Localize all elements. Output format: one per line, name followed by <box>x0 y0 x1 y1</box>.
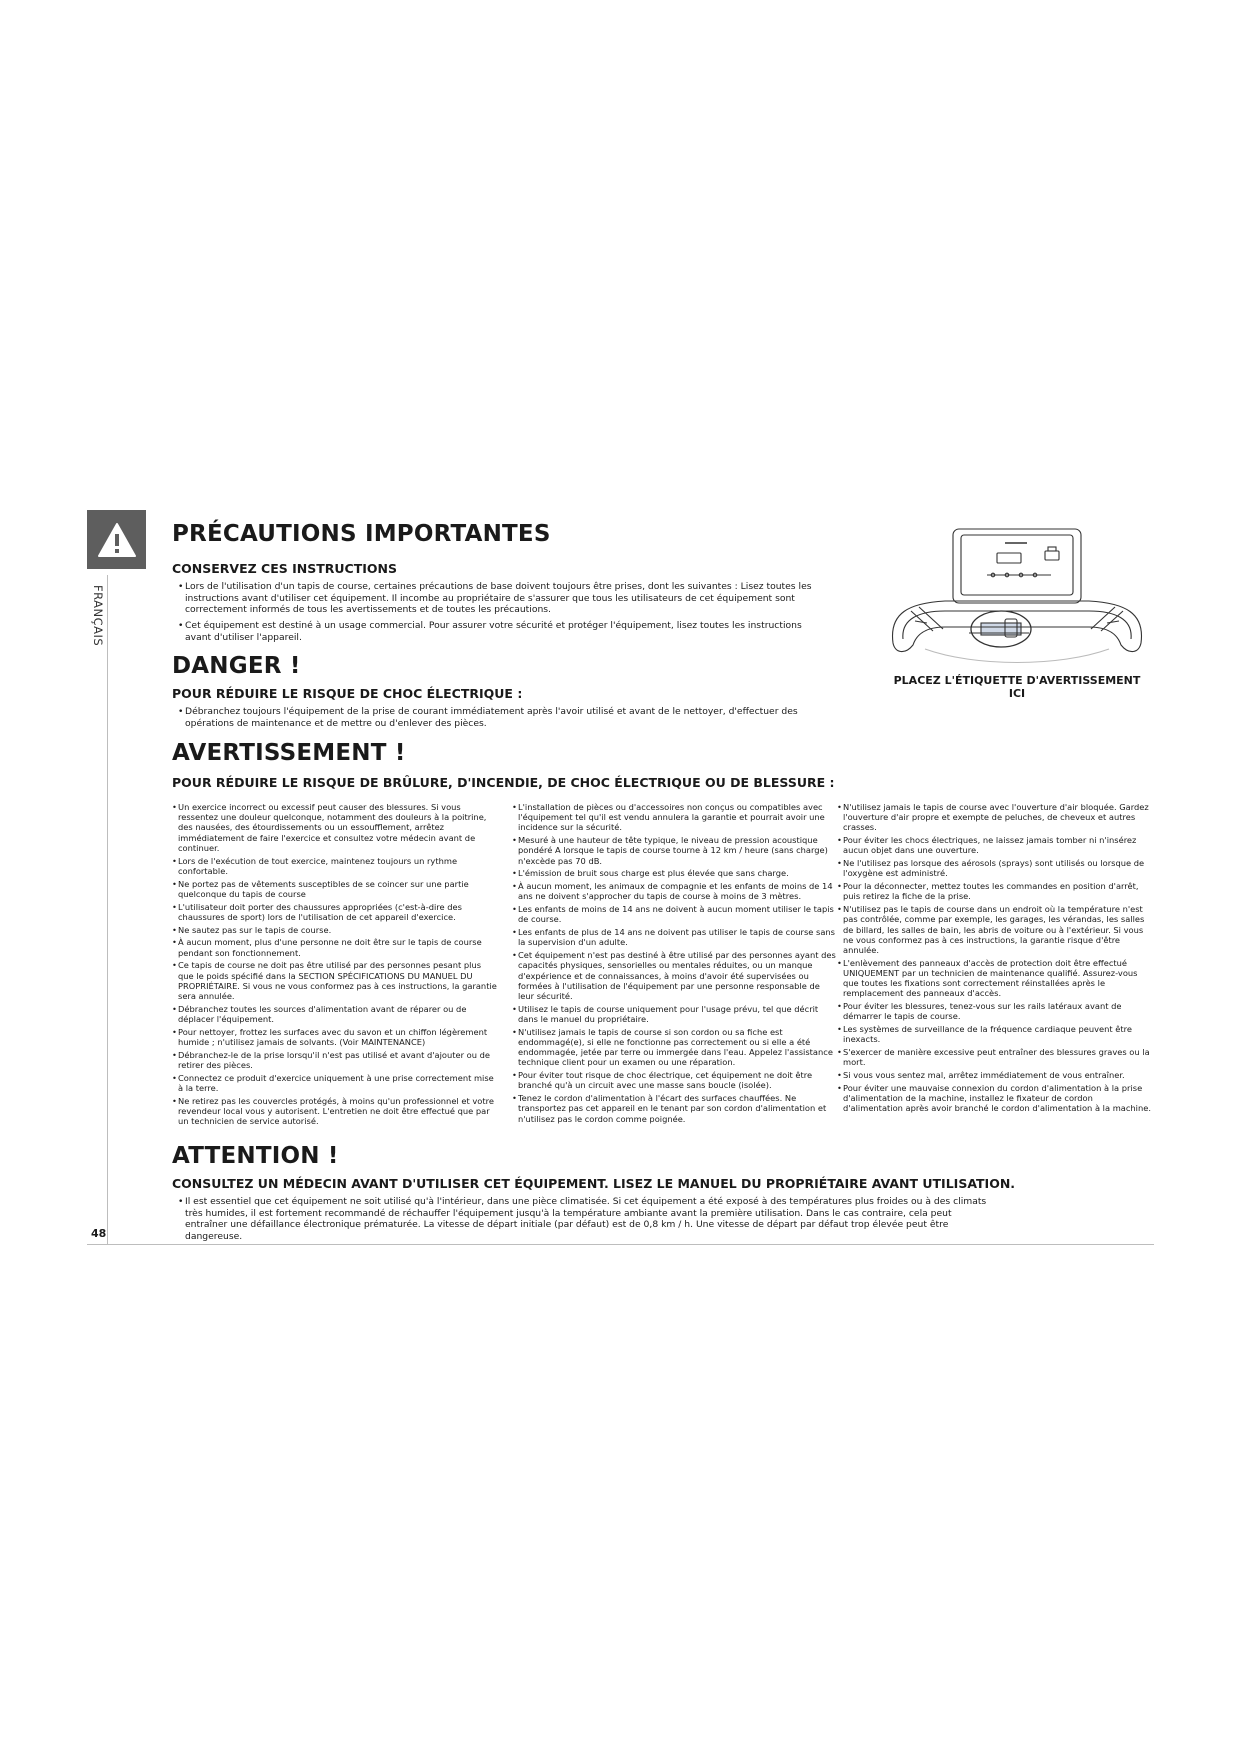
danger-subheading: POUR RÉDUIRE LE RISQUE DE CHOC ÉLECTRIQUE : <box>172 686 523 701</box>
list-item: • L'utilisateur doit porter des chaussures appropriées (c'est-à-dire des chaussures de sport) lors de l'utilisation de cet appareil d'exercice. <box>172 902 497 922</box>
page-number: 48 <box>91 1227 107 1240</box>
page-title: PRÉCAUTIONS IMPORTANTES <box>172 521 551 547</box>
list-item: • Connectez ce produit d'exercice uniquement à une prise correctement mise à la terre. <box>172 1073 497 1093</box>
list-item: • Les enfants de plus de 14 ans ne doivent pas utiliser le tapis de course sans la supervision d'un adulte. <box>512 927 837 947</box>
list-item: • Cet équipement n'est pas destiné à être utilisé par des personnes ayant des capacités physiques, sensorielles ou mentales réduites, ou un manque d'expérience et de connaissances, à moins d'avoir été supervisées ou formées à l'utilisation de l'équipement par une personne responsable de leur sécurité. <box>512 950 837 1001</box>
avertissement-heading: AVERTISSEMENT ! <box>172 740 406 766</box>
list-item: • Ne portez pas de vêtements susceptibles de se coincer sur une partie quelconque du tapis de course <box>172 879 497 899</box>
list-item: • Les systèmes de surveillance de la fréquence cardiaque peuvent être inexacts. <box>837 1024 1155 1044</box>
danger-heading: DANGER ! <box>172 653 301 679</box>
list-item: • Ne l'utilisez pas lorsque des aérosols (sprays) sont utilisés ou lorsque de l'oxygène est administré. <box>837 858 1155 878</box>
attention-subheading: CONSULTEZ UN MÉDECIN AVANT D'UTILISER CET ÉQUIPEMENT. LISEZ LE MANUEL DU PROPRIÉTAIRE AVANT UTILISATION. <box>172 1176 1016 1191</box>
avertissement-column-1 <box>172 802 497 1129</box>
language-label: FRANÇAIS <box>91 585 105 647</box>
list-item: • S'exercer de manière excessive peut entraîner des blessures graves ou la mort. <box>837 1047 1155 1067</box>
list-item: • Pour éviter une mauvaise connexion du cordon d'alimentation à la prise d'alimentation de la machine, installez le fixateur de cordon d'alimentation après avoir branché le cordon d'alimentation à la machine. <box>837 1083 1155 1114</box>
warning-triangle-badge <box>87 510 146 569</box>
list-item: • Débranchez toutes les sources d'alimentation avant de réparer ou de déplacer l'équipement. <box>172 1004 497 1024</box>
list-item: • N'utilisez jamais le tapis de course si son cordon ou sa fiche est endommagé(e), si elle ne fonctionne pas correctement ou si elle a été endommagée, jetée par terre ou immergée dans l'eau. Appelez l'assistance technique client pour un examen ou une réparation. <box>512 1027 837 1068</box>
list-item: • Pour éviter les chocs électriques, ne laissez jamais tomber ni n'insérez aucun objet dans une ouverture. <box>837 835 1155 855</box>
list-item: • Pour éviter les blessures, tenez-vous sur les rails latéraux avant de démarrer le tapis de course. <box>837 1001 1155 1021</box>
attention-heading: ATTENTION ! <box>172 1143 339 1169</box>
treadmill-console-diagram <box>885 527 1149 672</box>
list-item: • Lors de l'exécution de tout exercice, maintenez toujours un rythme confortable. <box>172 856 497 876</box>
attention-item-1: • Il est essentiel que cet équipement ne soit utilisé qu'à l'intérieur, dans une pièce climatisée. Si cet équipement a été exposé à des températures plus froides ou à des climats très humides, il est fortement recommandé de réchauffer l'équipement jusqu'à la température ambiante avant la première utilisation. Dans le cas contraire, cela peut entraîner une défaillance électronique prématurée. La vitesse de départ initiale (par défaut) est de 0,8 km / h. Une vitesse de départ par défaut trop élevée peut être dangereuse. <box>178 1196 987 1242</box>
list-item: • Pour nettoyer, frottez les surfaces avec du savon et un chiffon légèrement humide ; n'utilisez jamais de solvants. (Voir MAINTENANCE) <box>172 1027 497 1047</box>
list-item: • Mesuré à une hauteur de tête typique, le niveau de pression acoustique pondéré A lorsque le tapis de course tourne à 12 km / heure (sans charge) n'excède pas 70 dB. <box>512 835 837 866</box>
list-item: • N'utilisez pas le tapis de course dans un endroit où la température n'est pas contrôlée, comme par exemple, les garages, les vérandas, les salles de billard, les salles de bain, les abris de voiture ou à l'extérieur. Si vous ne vous conformez pas à ces instructions, la garantie risque d'être annulée. <box>837 904 1155 955</box>
list-item: • À aucun moment, les animaux de compagnie et les enfants de moins de 14 ans ne doivent s'approcher du tapis de course à moins de 3 mètres. <box>512 881 837 901</box>
list-item: • Ce tapis de course ne doit pas être utilisé par des personnes pesant plus que le poids spécifié dans la SECTION SPÉCIFICATIONS DU MANUEL DU PROPRIÉTAIRE. Si vous ne vous conformez pas à ces instructions, la garantie sera annulée. <box>172 960 497 1001</box>
danger-item-1: • Débranchez toujours l'équipement de la prise de courant immédiatement après l'avoir utilisé et avant de le nettoyer, d'effectuer des opérations de maintenance et de mettre ou d'enlever des pièces. <box>178 706 798 729</box>
list-item: • L'émission de bruit sous charge est plus élevée que sans charge. <box>512 868 837 878</box>
avertissement-column-3 <box>837 802 1155 1116</box>
warning-triangle-icon <box>97 522 137 558</box>
list-item: • L'enlèvement des panneaux d'accès de protection doit être effectué UNIQUEMENT par un technicien de maintenance qualifié. Assurez-vous que toutes les fixations sont correctement réinstallées après le remplacement des panneaux d'accès. <box>837 958 1155 999</box>
conservez-item-2: • Cet équipement est destiné à un usage commercial. Pour assurer votre sécurité et protéger l'équipement, lisez toutes les instructions avant d'utiliser l'appareil. <box>178 620 802 643</box>
list-item: • Si vous vous sentez mal, arrêtez immédiatement de vous entraîner. <box>837 1070 1155 1080</box>
avertissement-column-2 <box>512 802 837 1126</box>
bottom-rule <box>87 1244 1154 1245</box>
list-item: • Ne sautez pas sur le tapis de course. <box>172 925 497 935</box>
list-item: • Les enfants de moins de 14 ans ne doivent à aucun moment utiliser le tapis de course. <box>512 904 837 924</box>
list-item: • L'installation de pièces ou d'accessoires non conçus ou compatibles avec l'équipement tel qu'il est vendu annulera la garantie et pourrait avoir une incidence sur la sécurité. <box>512 802 837 833</box>
list-item: • Débranchez-le de la prise lorsqu'il n'est pas utilisé et avant d'ajouter ou de retirer des pièces. <box>172 1050 497 1070</box>
list-item: • Pour la déconnecter, mettez toutes les commandes en position d'arrêt, puis retirez la fiche de la prise. <box>837 881 1155 901</box>
sidebar-divider <box>87 575 108 1245</box>
list-item: • Ne retirez pas les couvercles protégés, à moins qu'un professionnel et votre revendeur local vous y autorisent. L'entretien ne doit être effectué que par un technicien de service autorisé. <box>172 1096 497 1127</box>
list-item: • Tenez le cordon d'alimentation à l'écart des surfaces chauffées. Ne transportez pas cet appareil en le tenant par son cordon d'alimentation et n'utilisez pas le cordon comme poignée. <box>512 1093 837 1124</box>
list-item: • À aucun moment, plus d'une personne ne doit être sur le tapis de course pendant son fonctionnement. <box>172 937 497 957</box>
list-item: • N'utilisez jamais le tapis de course avec l'ouverture d'air bloquée. Gardez l'ouverture d'air propre et exempte de peluches, de cheveux et autres crasses. <box>837 802 1155 833</box>
avertissement-subheading: POUR RÉDUIRE LE RISQUE DE BRÛLURE, D'INCENDIE, DE CHOC ÉLECTRIQUE OU DE BLESSURE : <box>172 775 835 790</box>
conservez-item-1: • Lors de l'utilisation d'un tapis de course, certaines précautions de base doivent toujours être prises, dont les suivantes : Lisez toutes les instructions avant d'utiliser cet équipement. Il incombe au propriétaire de s'assurer que tous les utilisateurs de cet équipement sont correctement informés de tous les avertissements et de toutes les précautions. <box>178 581 812 615</box>
list-item: • Un exercice incorrect ou excessif peut causer des blessures. Si vous ressentez une douleur quelconque, notamment des douleurs à la poitrine, des nausées, des étourdissements ou un essoufflement, arrêtez immédiatement de faire l'exercice et consultez votre médecin avant de continuer. <box>172 802 497 853</box>
list-item: • Pour éviter tout risque de choc électrique, cet équipement ne doit être branché qu'à un circuit avec une masse sans boucle (isolée). <box>512 1070 837 1090</box>
conservez-heading: CONSERVEZ CES INSTRUCTIONS <box>172 561 397 576</box>
figure-caption: PLACEZ L'ÉTIQUETTE D'AVERTISSEMENT ICI <box>893 674 1141 700</box>
list-item: • Utilisez le tapis de course uniquement pour l'usage prévu, tel que décrit dans le manuel du propriétaire. <box>512 1004 837 1024</box>
